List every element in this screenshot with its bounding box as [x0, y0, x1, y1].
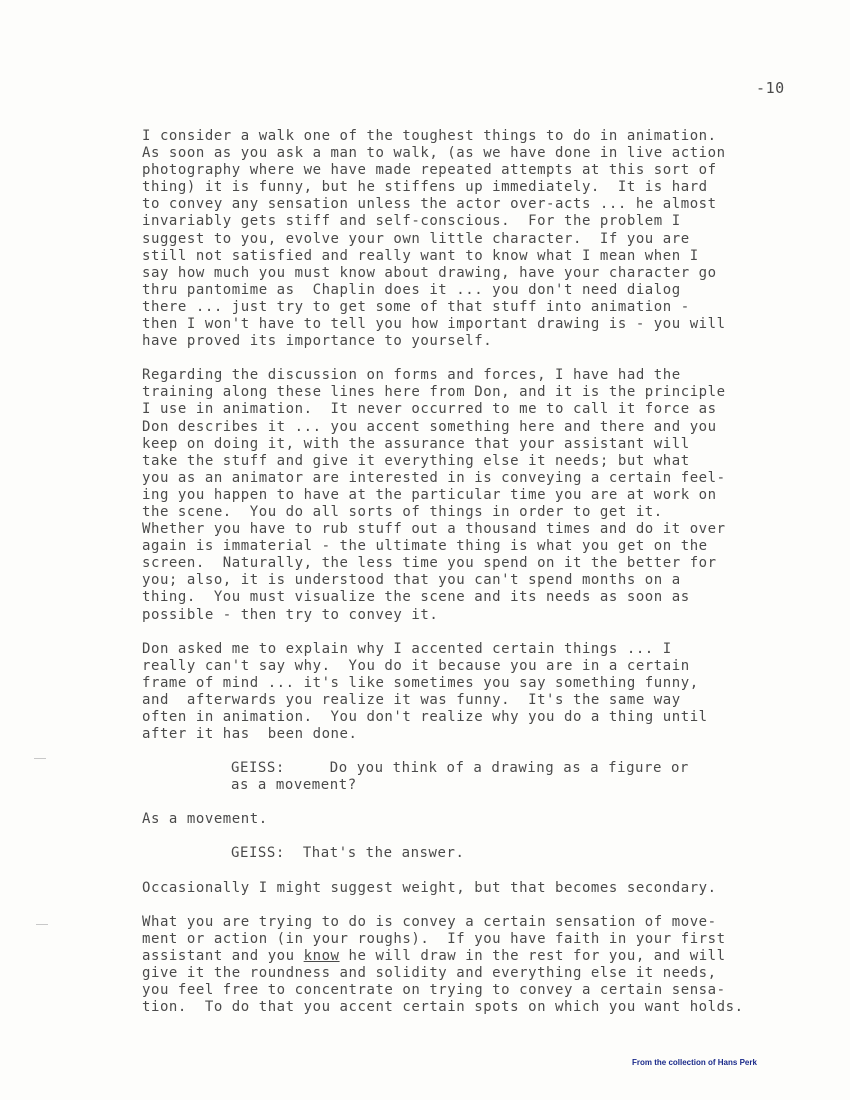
underlined-word: know	[303, 947, 340, 964]
text-line: photography where we have made repeated attempts at this sort of	[142, 162, 717, 179]
text-line: tion. To do that you accent certain spots on which you want holds.	[142, 999, 744, 1016]
text-line: thing) it is funny, but he stiffens up immediately. It is hard	[142, 179, 708, 196]
text-line: again is immaterial - the ultimate thing is what you get on the	[142, 538, 708, 555]
text-line: As soon as you ask a man to walk, (as we have done in live action	[142, 145, 726, 162]
question-geiss-1	[142, 760, 822, 794]
text-line: Regarding the discussion on forms and forces, I have had the	[142, 367, 681, 384]
text-line: you feel free to concentrate on trying to convey a certain sensa-	[142, 982, 726, 999]
text-line: I use in animation. It never occurred to me to call it force as	[142, 401, 717, 418]
text-line: frame of mind ... it's like sometimes you say something funny,	[142, 674, 699, 691]
text-line: there ... just try to get some of that stuff into animation -	[142, 298, 690, 315]
text-line: What you are trying to do is convey a certain sensation of move-	[142, 913, 717, 930]
text-line: often in animation. You don't realize why you do a thing until	[142, 709, 708, 725]
dialogue-line: GEISS: Do you think of a drawing as a figure or	[231, 760, 689, 777]
text-line: take the stuff and give it everything else it needs; but what	[142, 452, 690, 469]
text-line: Occasionally I might suggest weight, but that becomes secondary.	[142, 879, 717, 896]
text-line: ing you happen to have at the particular time you are at work on	[142, 486, 717, 503]
text-segment: assistant and you	[142, 947, 304, 964]
text-line: to convey any sensation unless the actor over-acts ... he almost	[142, 196, 717, 213]
document-body	[142, 128, 822, 1033]
text-line: thru pantomime as Chaplin does it ... you don't need dialog	[142, 281, 681, 298]
paragraph-forms-forces	[142, 367, 822, 623]
text-line	[142, 948, 822, 965]
answer-1	[142, 811, 822, 828]
collection-credit: From the collection of Hans Perk	[632, 1058, 757, 1067]
text-line: thing. You must visualize the scene and its needs as soon as	[142, 589, 690, 606]
page-number: -10	[756, 79, 785, 97]
text-line: give it the roundness and solidity and everything else it needs,	[142, 964, 717, 981]
text-line: Don asked me to explain why I accented certain things ... I	[142, 640, 672, 657]
text-segment: he will draw in the rest for you, and will	[339, 947, 726, 964]
text-line: Don describes it ... you accent something here and there and you	[142, 418, 717, 435]
text-line: I consider a walk one of the toughest things to do in animation.	[142, 128, 717, 144]
paragraph-sensation	[142, 914, 822, 1017]
text-line: possible - then try to convey it.	[142, 606, 439, 623]
text-line: and afterwards you realize it was funny. It's the same way	[142, 691, 681, 708]
text-line: screen. Naturally, the less time you spend on it the better for	[142, 555, 717, 572]
text-line: As a movement.	[142, 811, 268, 828]
text-line: invariably gets stiff and self-conscious. For the problem I	[142, 213, 681, 230]
dialogue-line: GEISS: That's the answer.	[231, 845, 465, 862]
dialogue-line: as a movement?	[231, 777, 357, 794]
paragraph-walk	[142, 128, 822, 350]
question-geiss-2	[142, 845, 822, 862]
paragraph-accent	[142, 641, 822, 744]
text-line: the scene. You do all sorts of things in order to get it.	[142, 503, 663, 520]
answer-2	[142, 880, 822, 897]
text-line: really can't say why. You do it because you are in a certain	[142, 657, 690, 674]
margin-mark	[34, 758, 46, 759]
text-line: keep on doing it, with the assurance that your assistant will	[142, 435, 690, 452]
text-line: say how much you must know about drawing, have your character go	[142, 264, 717, 281]
text-line: you as an animator are interested in is conveying a certain feel-	[142, 469, 726, 486]
text-line: have proved its importance to yourself.	[142, 333, 493, 350]
margin-mark	[36, 924, 48, 925]
text-line: Whether you have to rub stuff out a thousand times and do it over	[142, 521, 726, 538]
text-line: suggest to you, evolve your own little character. If you are	[142, 230, 690, 247]
text-line: training along these lines here from Don, and it is the principle	[142, 384, 726, 401]
text-line: then I won't have to tell you how important drawing is - you will	[142, 316, 726, 333]
text-line: ment or action (in your roughs). If you have faith in your first	[142, 930, 726, 947]
text-line: after it has been done.	[142, 726, 358, 743]
text-line: still not satisfied and really want to know what I mean when I	[142, 247, 699, 264]
text-line: you; also, it is understood that you can't spend months on a	[142, 572, 681, 589]
